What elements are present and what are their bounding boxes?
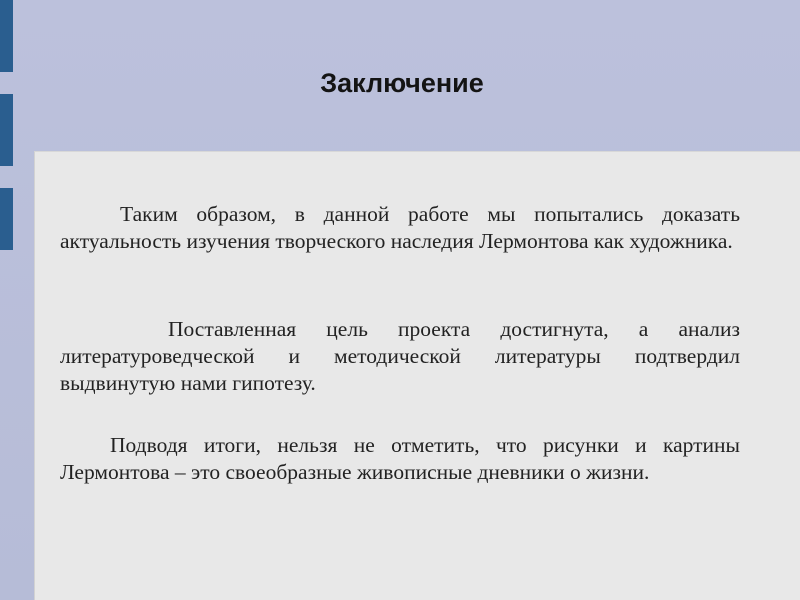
paragraph-1-text: Таким образом, в данной работе мы попытались доказать актуальность изучения творческого наследия Лермонтова как художника.	[60, 202, 740, 253]
accent-bar-middle	[0, 94, 13, 166]
accent-bar-top	[0, 0, 13, 72]
paragraph-2	[60, 316, 740, 397]
accent-bar-bottom	[0, 188, 13, 250]
paragraph-3	[60, 432, 740, 486]
paragraph-1	[60, 201, 740, 255]
paragraph-2-text: Поставленная цель проекта достигнута, а анализ литературоведческой и методической литературы подтвердил выдвинутую нами гипотезу.	[60, 317, 740, 395]
slide-title: Заключение	[320, 68, 484, 98]
paragraph-3-text: Подводя итоги, нельзя не отметить, что рисунки и картины Лермонтова – это своеобразные живописные дневники о жизни.	[60, 433, 740, 484]
